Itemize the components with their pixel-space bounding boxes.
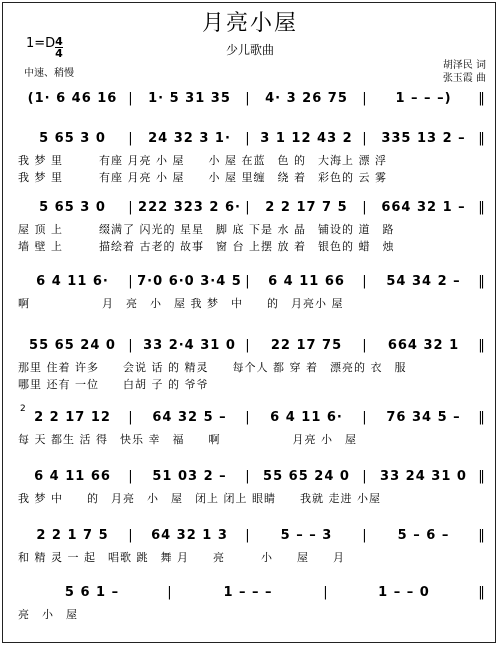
bar-line: | <box>128 199 134 215</box>
lyric-line: 我 梦 里 有座 月亮 小 屋 小 屋 在蓝 色 的 大海上 漂 浮 <box>18 154 387 167</box>
bar-line: ‖ <box>478 90 486 106</box>
measure: 6 4 11 66 <box>268 273 345 289</box>
lyrics-block <box>18 490 486 507</box>
measure: 64 32 5 – <box>152 409 227 425</box>
measure: 5 65 3 0 <box>39 130 106 146</box>
lyrics-block <box>18 221 486 255</box>
measure-line <box>18 88 486 108</box>
measure: 33 2·4 31 0 <box>143 337 236 353</box>
measure: 1 – – – <box>223 584 273 600</box>
measure: 24 32 3 1· <box>148 130 231 146</box>
measure: 664 32 1 – <box>381 199 466 215</box>
notation-row <box>18 271 486 291</box>
bar-line: ‖ <box>478 273 486 289</box>
measure: 55 65 24 0 <box>29 337 116 353</box>
measure: 2 2 1 7 5 <box>36 527 109 543</box>
lyrics-block <box>18 431 486 448</box>
lyric-line: 屋 顶 上 缀满了 闪光的 星星 脚 底 下是 水 晶 铺设的 道 路 <box>18 223 395 236</box>
lyric-line: 墙 壁 上 描绘着 古老的 故事 窗 台 上摆 放 着 银色的 蜡 烛 <box>18 240 395 253</box>
bar-line: ‖ <box>478 468 486 484</box>
bar-line: | <box>167 584 173 600</box>
lyric-line: 亮 小 屋 <box>18 608 78 621</box>
measure: 5 – 6 – <box>397 527 450 543</box>
bar-line: | <box>128 527 134 543</box>
measure: 64 32 1 3 <box>151 527 228 543</box>
bar-line: | <box>362 527 368 543</box>
bar-line: | <box>245 409 251 425</box>
lyrics-block <box>18 295 486 312</box>
bar-line: | <box>362 130 368 146</box>
measure-line <box>18 407 486 427</box>
bar-line: | <box>362 90 368 106</box>
time-bottom: 4 <box>55 47 63 60</box>
measure: 54 34 2 – <box>386 273 461 289</box>
section-mark: 2 <box>20 404 26 414</box>
notation-row <box>18 525 486 545</box>
song-title: 月亮小屋 <box>201 11 298 36</box>
measure: 1 – – –) <box>395 90 452 106</box>
tempo-marking: 中速、稍慢 <box>24 68 74 79</box>
bar-line: ‖ <box>478 337 486 353</box>
composer-credit: 张玉霞 曲 <box>442 73 486 84</box>
measure: 51 03 2 – <box>152 468 227 484</box>
lyric-line: 啊 月 亮 小 屋 我 梦 中 的 月亮小 屋 <box>18 297 344 310</box>
bar-line: ‖ <box>478 130 486 146</box>
notation-row <box>18 88 486 108</box>
bar-line: | <box>245 527 251 543</box>
bar-line: | <box>245 199 251 215</box>
bar-line: | <box>128 409 134 425</box>
bar-line: | <box>128 130 134 146</box>
bar-line: | <box>323 584 329 600</box>
bar-line: | <box>245 273 251 289</box>
measure: 76 34 5 – <box>386 409 461 425</box>
bar-line: ‖ <box>478 409 486 425</box>
measure: 6 4 11 66 <box>34 468 111 484</box>
measure-line <box>18 582 486 602</box>
notation-row <box>18 466 486 486</box>
lyric-line: 我 梦 里 有座 月亮 小 屋 小 屋 里缠 绕 着 彩色的 云 雾 <box>18 171 387 184</box>
lyric-line: 每 天 都生 活 得 快乐 幸 福 啊 月亮 小 屋 <box>18 433 357 446</box>
measure-line <box>18 466 486 486</box>
bar-line: | <box>128 90 134 106</box>
measure: 335 13 2 – <box>381 130 466 146</box>
bar-line: | <box>362 337 368 353</box>
bar-line: | <box>362 273 368 289</box>
measure-line <box>18 271 486 291</box>
measure: 5 – – 3 <box>280 527 333 543</box>
bar-line: | <box>362 468 368 484</box>
lyric-line: 我 梦 中 的 月亮 小 屋 闭上 闭上 眼睛 我就 走进 小屋 <box>18 492 381 505</box>
notation-row <box>18 128 486 148</box>
measure: 6 4 11 6· <box>270 409 343 425</box>
measure: 222 323 2 6· <box>138 199 241 215</box>
measure: 1 – – 0 <box>378 584 430 600</box>
time-top: 4 <box>55 35 63 48</box>
measure: 5 6 1 – <box>64 584 120 600</box>
lyric-line: 哪里 还有 一位 白胡 子 的 爷爷 <box>18 378 209 391</box>
key-signature: 1=D <box>26 36 56 51</box>
measure: 7·0 6·0 3·4 5 <box>137 273 242 289</box>
measure: 6 4 11 6· <box>36 273 109 289</box>
measure: 2 2 17 12 <box>34 409 111 425</box>
measure: 55 65 24 0 <box>263 468 350 484</box>
measure: (1· 6 46 16 <box>27 90 118 106</box>
lyric-line: 和 精 灵 一 起 唱歌 跳 舞 月 亮 小 屋 月 <box>18 551 345 564</box>
notation-row <box>18 335 486 355</box>
bar-line: | <box>245 468 251 484</box>
notation-row <box>18 407 486 427</box>
measure: 22 17 75 <box>270 337 343 353</box>
measure-line <box>18 335 486 355</box>
lyrics-block <box>18 152 486 186</box>
measure: 664 32 1 <box>387 337 460 353</box>
lyricist-credit: 胡泽民 词 <box>442 60 486 71</box>
bar-line: | <box>362 409 368 425</box>
measure-line <box>18 525 486 545</box>
bar-line: ‖ <box>478 199 486 215</box>
notation-row <box>18 582 486 602</box>
lyric-line: 那里 住着 许多 会说 话 的 精灵 每个人 都 穿 着 漂亮的 衣 服 <box>18 361 407 374</box>
notation-row <box>18 197 486 217</box>
time-signature <box>54 36 64 59</box>
bar-line: ‖ <box>478 527 486 543</box>
bar-line: | <box>245 337 251 353</box>
measure-line <box>18 128 486 148</box>
measure: 3 1 12 43 2 <box>260 130 353 146</box>
bar-line: ‖ <box>478 584 486 600</box>
measure: 1· 5 31 35 <box>148 90 231 106</box>
song-genre: 少儿歌曲 <box>225 43 274 57</box>
bar-line: | <box>128 468 134 484</box>
bar-line: | <box>362 199 368 215</box>
lyrics-block <box>18 359 486 393</box>
measure-line <box>18 197 486 217</box>
measure: 33 24 31 0 <box>380 468 467 484</box>
bar-line: | <box>128 273 134 289</box>
bar-line: | <box>245 90 251 106</box>
lyrics-block <box>18 549 486 566</box>
bar-line: | <box>128 337 134 353</box>
lyrics-block <box>18 606 486 623</box>
measure: 5 65 3 0 <box>39 199 106 215</box>
measure: 2 2 17 7 5 <box>265 199 348 215</box>
measure: 4· 3 26 75 <box>265 90 348 106</box>
bar-line: | <box>245 130 251 146</box>
